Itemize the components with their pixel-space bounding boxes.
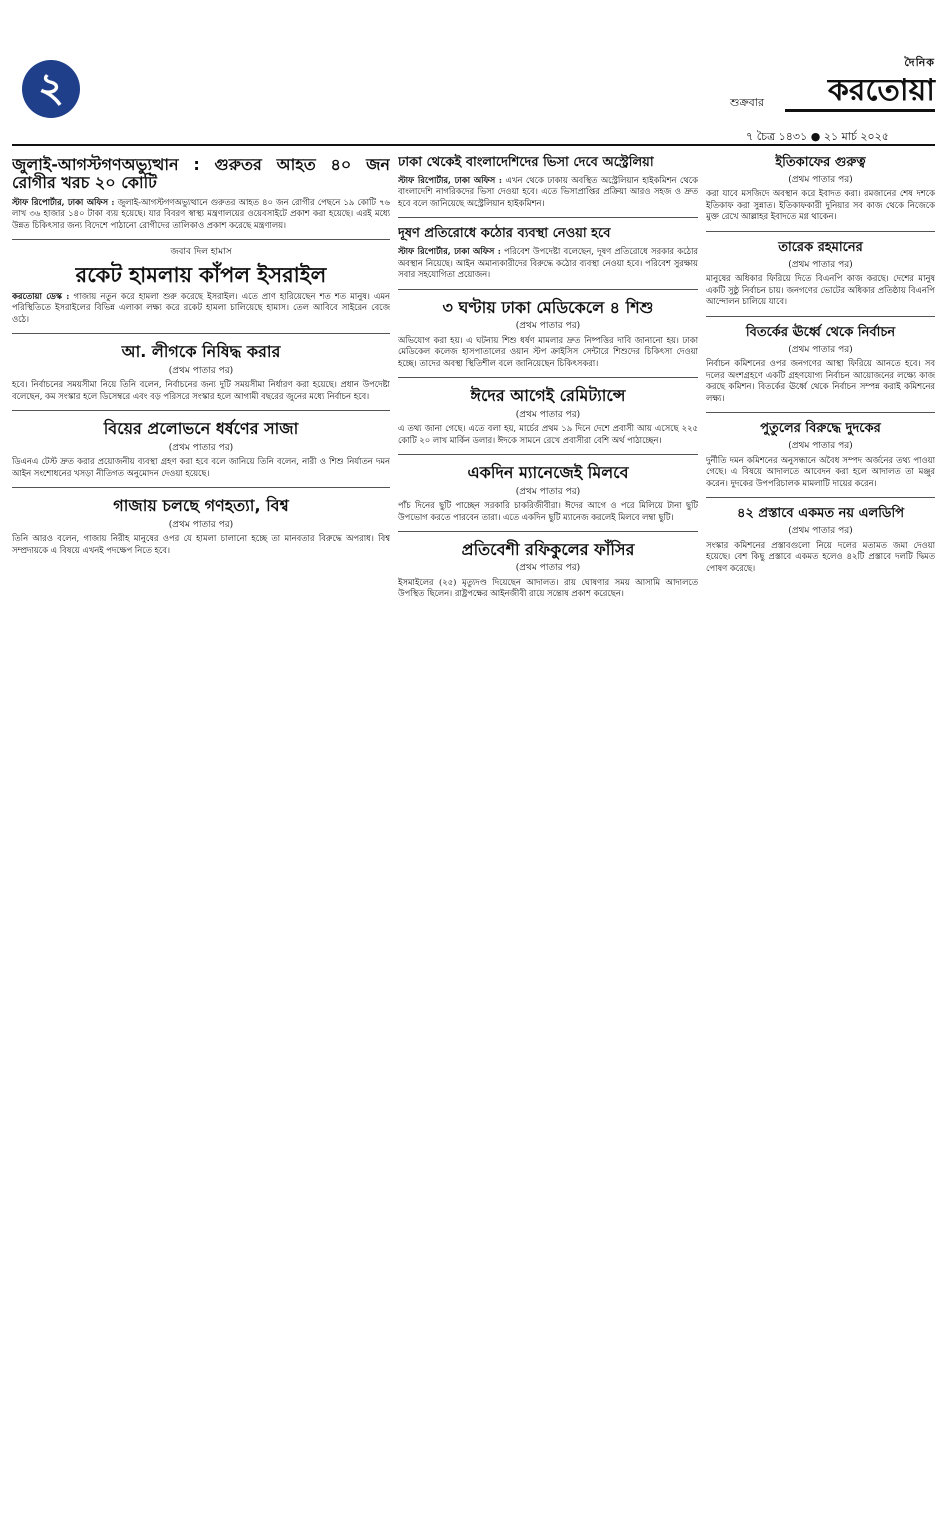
article-itikaf [706,152,935,226]
article-headline: ৩ ঘণ্টায় ঢাকা মেডিকেলে ৪ শিশু [442,297,654,317]
article-body: নির্বাচন কমিশনের ওপর জনগণের আস্থা ফিরিয়ে আনতে হবে। সব দলের অংশগ্রহণে একটি গ্রহণযোগ্য নির্বাচন আয়োজনের লক্ষ্যে কাজ করছে কমিশন। বিতর্কের ঊর্ধ্বে থেকে নির্বাচন সম্পন্ন করাই কমিশনের লক্ষ্য। [706,358,935,403]
article-kicker: (প্রথম পাতার পর) [168,442,234,453]
article-body: তিনি আরও বলেন, গাজায় নিরীহ মানুষের ওপর যে হামলা চালানো হচ্ছে তা মানবতার বিরুদ্ধে অপরাধ। বিশ্ব সম্প্রদায়কে এ বিষয়ে এখনই পদক্ষেপ নিতে হবে। [12,533,390,555]
masthead-day: শুক্রবার [730,96,765,109]
article-holiday [398,460,698,526]
article-body: মানুষের অধিকার ফিরিয়ে দিতে বিএনপি কাজ করছে। দেশের মানুষ একটি সুষ্ঠু নির্বাচন চায়। জনগণের ভোটের অধিকার প্রতিষ্ঠায় বিএনপি আন্দোলন চালিয়ে যাবে। [706,273,935,307]
article-body: পরিবেশ উপদেষ্টা বলেছেন, দূষণ প্রতিরোধে সরকার কঠোর অবস্থান নিয়েছে। আইন অমান্যকারীদের বিরুদ্ধে কঠোর ব্যবস্থা নেওয়া হবে। পরিবেশ সুরক্ষায় সবার সহযোগিতা প্রয়োজন। [398,246,698,280]
article-israel-rocket [12,245,390,328]
divider [398,454,698,455]
article-awami-league-ban [12,339,390,405]
article-kicker: (প্রথম পাতার পর) [788,174,853,185]
divider [12,410,390,411]
logo-top-text: দৈনিক [904,56,935,69]
article-kicker: (প্রথম পাতার পর) [515,321,581,332]
article-headline: রকেট হামলায় কাঁপল ইসরাইল [75,262,327,287]
article-headline: তারেক রহমানের [778,239,863,255]
article-headline: একদিন ম্যানেজেই মিলবে [467,463,629,483]
article-kicker: (প্রথম পাতার পর) [788,526,853,537]
article-election [706,322,935,407]
article-body: গাজায় নতুন করে হামলা শুরু করেছে ইসরাইল। এতে প্রাণ হারিয়েছেন শত শত মানুষ। এমন পরিস্থিতিতে ইসরাইলের বিভিন্ন এলাকা লক্ষ্য করে রকেট হামলা চালিয়েছে হামাস। তেল আবিবে সাইরেন বেজে ওঠে। [12,290,390,324]
article-kicker: (প্রথম পাতার পর) [788,259,853,270]
article-body: করা যাবে মসজিদে অবস্থান করে ইবাদত করা। রমজানের শেষ দশকে ইতিকাফ করা সুন্নাত। ইতিকাফকারী দুনিয়ার সব কাজ থেকে নিজেকে মুক্ত রেখে আল্লাহর ইবাদতে মগ্ন থাকেন। [706,188,935,222]
masthead-rule [12,144,935,146]
article-headline: ৪২ প্রস্তাবে একমত নয় এলডিপি [736,506,905,522]
article-body: ইসমাইলের (২৫) মৃত্যুদণ্ড দিয়েছেন আদালত। রায় ঘোষণার সময় আসামি আদালতে উপস্থিত ছিলেন। রাষ্ট্রপক্ষের আইনজীবী রায়ে সন্তোষ প্রকাশ করেছেন। [398,576,698,599]
article-tarique-rahman [706,237,935,311]
article-australia-visa [398,152,698,212]
article-headline: দূষণ প্রতিরোধে কঠোর ব্যবস্থা নেওয়া হবে [398,226,611,242]
article-kicker: (প্রথম পাতার পর) [168,519,234,530]
article-headline: বিতর্কের ঊর্ধ্বে থেকে নির্বাচন [745,324,896,340]
article-headline: জুলাই-আগস্টগণঅভ্যুত্থান : গুরুতর আহত ৪০ জন রোগীর খরচ ২০ কোটি [12,155,390,193]
article-headline: বিয়ের প্রলোভনে ধর্ষণের সাজা [103,419,299,439]
article-body: দুর্নীতি দমন কমিশনের অনুসন্ধানে অবৈধ সম্পদ অর্জনের তথ্য পাওয়া গেছে। এ বিষয়ে আদালতে আবেদন করা হলে আদালত তা মঞ্জুর করেন। দুদকের উপপরিচালক মামলাটি দায়ের করেন। [706,454,935,488]
article-gaza-genocide [12,493,390,559]
divider [706,316,935,317]
article-body: সংস্কার কমিশনের প্রস্তাবগুলো নিয়ে দলের মতামত জমা দেওয়া হয়েছে। বেশ কিছু প্রস্তাবে একমত হলেও ৪২টি প্রস্তাবে দলটি দ্বিমত পোষণ করেছে। [706,539,935,573]
article-rape-punishment [12,416,390,482]
article-body: হবে। নির্বাচনের সময়সীমা নিয়ে তিনি বলেন, নির্বাচনের জন্য দুটি সময়সীমা নির্ধারণ করা হয়েছে। প্রধান উপদেষ্টা বলেছেন, কম সংস্কার হলে ডিসেম্বরে এবং বড় পরিসরে সংস্কার হলে আগামী বছরের জুনের মধ্যে নির্বাচন হবে। [12,379,390,401]
article-body: অভিযোগ করা হয়। এ ঘটনায় শিশু ধর্ষণ মামলার দ্রুত নিষ্পত্তির দাবি জানানো হয়। ঢাকা মেডিকেল কলেজ হাসপাতালের ওয়ান স্টপ ক্রাইসিস সেন্টারে শিশুদের চিকিৎসা দেওয়া হচ্ছে। তাদের অবস্থা স্থিতিশীল বলে জানিয়েছেন চিকিৎসকরা। [398,334,698,368]
article-byline: স্টাফ রিপোর্টার, ঢাকা অফিস : [12,196,115,207]
column-middle [398,152,698,603]
article-pollution [398,223,698,283]
divider [398,531,698,532]
article-kicker: (প্রথম পাতার পর) [515,563,581,574]
article-body: এ তথ্য জানা গেছে। এতে বলা হয়, মার্চের প্রথম ১৯ দিনে দেশে প্রবাসী আয় এসেছে ২২৫ কোটি ২০ লাখ মার্কিন ডলার। ঈদকে সামনে রেখে প্রবাসীরা বেশি অর্থ পাঠাচ্ছেন। [398,423,698,445]
divider [398,289,698,290]
article-headline: গাজায় চলছে গণহত্যা, বিশ্ব [113,496,289,516]
article-byline: স্টাফ রিপোর্টার, ঢাকা অফিস : [398,246,501,257]
divider [398,377,698,378]
article-kicker: (প্রথম পাতার পর) [515,409,581,420]
article-remittance [398,383,698,449]
article-headline: পুতুলের বিরুদ্ধে দুদকের [760,421,881,437]
divider [12,333,390,334]
article-body: জুলাই-আগস্টগণঅভ্যুত্থানে গুরুতর আহত ৪০ জন রোগীর পেছনে ১৯ কোটি ৭৬ লাখ ৩৬ হাজার ১৪০ টাকা ব্যয় হয়েছে। যার বিবরণ স্বাস্থ্য মন্ত্রণালয়ের ওয়েবসাইটে প্রকাশ করা হয়েছে। এরই মধ্যে উন্নত চিকিৎসার জন্য বিদেশে পাঠানো রোগীদের তালিকাও প্রকাশ করেছে মন্ত্রণালয়। [12,196,390,230]
column-left [12,152,390,559]
divider [12,487,390,488]
divider [706,231,935,232]
page-number-badge: ২ [22,60,80,118]
article-body: পাঁচ দিনের ছুটি পাচ্ছেন সরকারি চাকরিজীবীরা। ঈদের আগে ও পরে মিলিয়ে টানা ছুটি উপভোগ করতে পারবেন তারা। এতে একদিন ছুটি ম্যানেজ করলেই মিলবে লম্বা ছুটি। [398,500,698,522]
article-putul-acc [706,418,935,492]
divider [398,217,698,218]
newspaper-logo [785,54,935,114]
divider [706,412,935,413]
article-body: এখন থেকে ঢাকায় অবস্থিত অস্ট্রেলিয়ান হাইকমিশন থেকে বাংলাদেশি নাগরিকদের ভিসা দেওয়া হবে। এতে ভিসাপ্রাপ্তির প্রক্রিয়া আরও সহজ ও দ্রুত হবে বলে জানিয়েছে অস্ট্রেলিয়ান হাইকমিশন। [398,174,698,208]
article-death-sentence [398,537,698,603]
article-kicker: (প্রথম পাতার পর) [788,344,853,355]
article-headline: ইতিকাফের গুরুত্ব [775,155,866,170]
masthead [0,0,945,118]
divider [12,239,390,240]
article-kicker: (প্রথম পাতার পর) [515,486,581,497]
article-kicker: (প্রথম পাতার পর) [168,365,234,376]
article-headline: ঢাকা থেকেই বাংলাদেশিদের ভিসা দেবে অস্ট্রেলিয়া [398,155,654,170]
logo-main-text: করতোয়া [785,73,935,112]
article-headline: ঈদের আগেই রেমিট্যান্সে [470,386,626,406]
column-right [706,152,935,577]
divider [706,497,935,498]
article-headline: আ. লীগকে নিষিদ্ধ করার [121,342,281,362]
article-byline: স্টাফ রিপোর্টার, ঢাকা অফিস : [398,174,502,185]
article-kicker: (প্রথম পাতার পর) [788,441,853,452]
article-dmc-children [398,295,698,372]
masthead-date: ৭ চৈত্র ১৪৩১ ● ২১ মার্চ ২০২৫ [746,130,889,143]
article-injured-cost [12,152,390,234]
article-body: ডিএনএ টেস্ট দ্রুত করার প্রয়োজনীয় ব্যবস্থা গ্রহণ করা হবে বলে জানিয়ে তিনি বলেন, নারী ও শিশু নির্যাতন দমন আইন সংশোধনের খসড়া নীতিগত অনুমোদন দেওয়া হয়েছে। [12,456,390,478]
article-kicker: জবাব দিল হামাস [170,247,232,258]
article-byline: করতোয়া ডেস্ক : [12,290,70,301]
article-headline: প্রতিবেশী রফিকুলের ফাঁসির [461,540,635,560]
article-ldp-proposals [706,503,935,577]
